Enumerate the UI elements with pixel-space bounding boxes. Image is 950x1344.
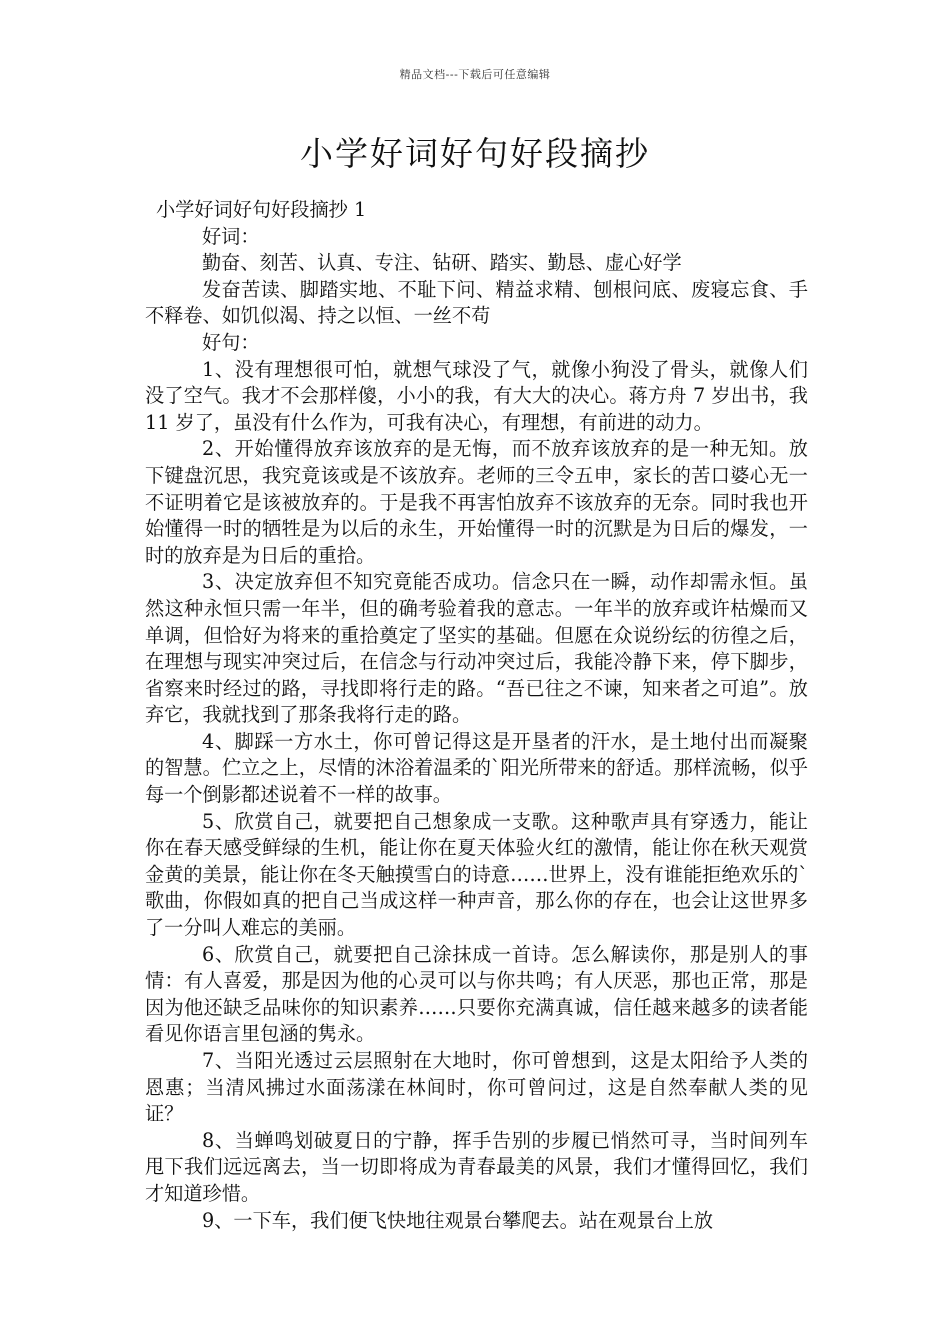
sentence-paragraph: 6、欣赏自己，就要把自己涂抹成一首诗。怎么解读你，那是别人的事情：有人喜爱，那是因为他的心灵可以与你共鸣；有人厌恶，那也正常，那是因为他还缺乏品味你的知识素养……只要你充满真诚，信任越来越多的读者能看见你语言里包涵的隽永。 <box>145 942 808 1046</box>
sentence-paragraph: 2、开始懂得放弃该放弃的是无悔，而不放弃该放弃的是一种无知。放下键盘沉思，我究竟该或是不该放弃。老师的三令五申，家长的苦口婆心无一不证明着它是该被放弃的。于是我不再害怕放弃不该放弃的无奈。同时我也开始懂得一时的牺牲是为以后的永生，开始懂得一时的沉默是为日后的爆发，一时的放弃是为日后的重拾。 <box>145 437 808 567</box>
sentence-paragraph: 7、当阳光透过云层照射在大地时，你可曾想到，这是太阳给予人类的恩惠；当清风拂过水面荡漾在林间时，你可曾问过，这是自然奉献人类的见证？ <box>145 1049 808 1126</box>
sentences-label: 好句： <box>202 330 260 354</box>
document-body <box>145 197 808 1234</box>
words-line-2: 发奋苦读、脚踏实地、不耻下问、精益求精、刨根问底、废寝忘食、手不释卷、如饥似渴、持之以恒、一丝不苟 <box>145 277 808 328</box>
words-line-1: 勤奋、刻苦、认真、专注、钻研、踏实、勤恳、虚心好学 <box>202 251 682 275</box>
sentence-paragraph: 9、一下车，我们便飞快地往观景台攀爬去。站在观景台上放 <box>202 1208 714 1232</box>
sentence-paragraph: 5、欣赏自己，就要把自己想象成一支歌。这种歌声具有穿透力，能让你在春天感受鲜绿的生机，能让你在夏天体验火红的激情，能让你在秋天观赏金黄的美景，能让你在冬天触摸雪白的诗意……世界上，没有谁能拒绝欢乐的`歌曲，你假如真的把自己当成这样一种声音，那么你的存在，也会让这世界多了一分叫人难忘的美丽。 <box>145 809 808 940</box>
document-title: 小学好词好句好段摘抄 <box>300 134 650 173</box>
sentence-paragraph: 3、决定放弃但不知究竟能否成功。信念只在一瞬，动作却需永恒。虽然这种永恒只需一年半，但的确考验着我的意志。一年半的放弃或许枯燥而又单调，但恰好为将来的重拾奠定了坚实的基础。但愿在众说纷纭的彷徨之后，在理想与现实冲突过后，在信念与行动冲突过后，我能冷静下来，停下脚步，省察来时经过的路，寻找即将行走的路。“吾已往之不谏，知来者之可追”。放弃它，我就找到了那条我将行走的路。 <box>145 570 808 727</box>
header-note: 精品文档---下载后可任意编辑 <box>399 68 551 81</box>
sentence-paragraph: 8、当蝉鸣划破夏日的宁静，挥手告别的步履已悄然可寻，当时间列车甩下我们远远离去，当一切即将成为青春最美的风景，我们才懂得回忆，我们才知道珍惜。 <box>145 1128 808 1205</box>
sentence-paragraph: 4、脚踩一方水土，你可曾记得这是开垦者的汗水，是土地付出而凝聚的智慧。伫立之上，尽情的沐浴着温柔的`阳光所带来的舒适。那样流畅，似乎每一个倒影都述说着不一样的故事。 <box>145 729 808 807</box>
words-label: 好词： <box>202 224 260 248</box>
section-heading: 小学好词好句好段摘抄 1 <box>156 198 367 221</box>
sentence-paragraph: 1、没有理想很可怕，就想气球没了气，就像小狗没了骨头，就像人们没了空气。我才不会那样傻，小小的我，有大大的决心。蒋方舟 7 岁出书，我 11 岁了，虽没有什么作为，可我有决心，有理想，有前进的动力。 <box>145 357 808 434</box>
